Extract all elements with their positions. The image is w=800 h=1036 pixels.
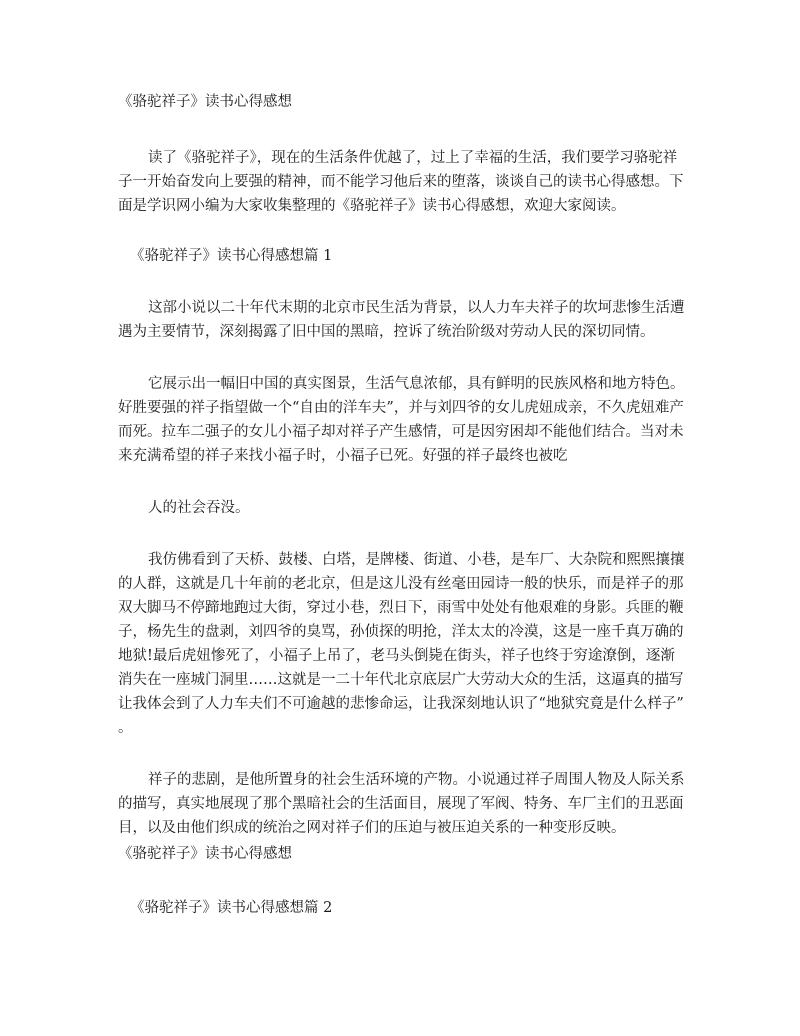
para5-line-3: 目，以及由他们织成的统治之网对祥子们的压迫与被压迫关系的一种变形反映。 bbox=[118, 820, 626, 836]
para4-line-4: 子，杨先生的盘剥，刘四爷的臭骂，孙侦探的明抢，洋太太的冷漠，这是一座千真万确的 bbox=[118, 624, 684, 640]
para4-line-6: 消失在一座城门洞里……这就是一二十年代北京底层广大劳动大众的生活，这逼真的描写 bbox=[118, 672, 684, 688]
intro-line-1: 读了《骆驼祥子》，现在的生活条件优越了，过上了幸福的生活，我们要学习骆驼祥 bbox=[148, 150, 678, 166]
para2-line-3: 而死。拉车二强子的女儿小福子却对祥子产生感情，可是因穷困却不能他们结合。当对未 bbox=[118, 424, 684, 440]
document-title: 《骆驼祥子》读书心得感想 bbox=[118, 94, 292, 110]
repeat-title: 《骆驼祥子》读书心得感想 bbox=[118, 846, 292, 862]
para4-line-8: 。 bbox=[118, 720, 133, 736]
para2-line-1: 它展示出一幅旧中国的真实图景，生活气息浓郁，具有鲜明的民族风格和地方特色。 bbox=[148, 376, 685, 392]
para1-line-1: 这部小说以二十年代末期的北京市民生活为背景，以人力车夫祥子的坎坷悲惨生活遭 bbox=[148, 300, 685, 316]
para4-line-1: 我仿佛看到了天桥、鼓楼、白塔，是牌楼、街道、小巷，是车厂、大杂院和熙熙攘攘 bbox=[148, 552, 685, 568]
para3-line-1: 人的社会吞没。 bbox=[148, 500, 250, 516]
para2-line-2: 好胜要强的祥子指望做一个“自由的洋车夫”，并与刘四爷的女儿虎妞成亲，不久虎妞难产 bbox=[118, 400, 684, 416]
intro-line-3: 面是学识网小编为大家收集整理的《骆驼祥子》读书心得感想，欢迎大家阅读。 bbox=[118, 198, 626, 214]
para4-line-7: 让我体会到了人力车夫们不可逾越的悲惨命运，让我深刻地认识了“地狱究竟是什么样子” bbox=[118, 696, 684, 712]
para2-line-4: 来充满希望的祥子来找小福子时，小福子已死。好强的祥子最终也被吃 bbox=[118, 448, 568, 464]
para4-line-3: 双大脚马不停蹄地跑过大街，穿过小巷，烈日下，雨雪中处处有他艰难的身影。兵匪的鞭 bbox=[118, 600, 684, 616]
section-1-heading: 《骆驼祥子》读书心得感想篇 1 bbox=[130, 248, 333, 264]
section-2-heading: 《骆驼祥子》读书心得感想篇 2 bbox=[130, 900, 333, 916]
para4-line-5: 地狱!最后虎妞惨死了，小福子上吊了，老马头倒毙在街头，祥子也终于穷途潦倒，逐渐 bbox=[118, 648, 675, 664]
para5-line-2: 的描写，真实地展现了那个黑暗社会的生活面目，展现了军阀、特务、车厂主们的丑恶面 bbox=[118, 796, 684, 812]
para1-line-2: 遇为主要情节，深刻揭露了旧中国的黑暗，控诉了统治阶级对劳动人民的深切同情。 bbox=[118, 324, 655, 340]
intro-line-2: 子一开始奋发向上要强的精神，而不能学习他后来的堕落，谈谈自己的读书心得感想。下 bbox=[118, 174, 684, 190]
para4-line-2: 的人群，这就是几十年前的老北京，但是这儿没有丝毫田园诗一般的快乐，而是祥子的那 bbox=[118, 576, 684, 592]
para5-line-1: 祥子的悲剧，是他所置身的社会生活环境的产物。小说通过祥子周围人物及人际关系 bbox=[148, 772, 685, 788]
